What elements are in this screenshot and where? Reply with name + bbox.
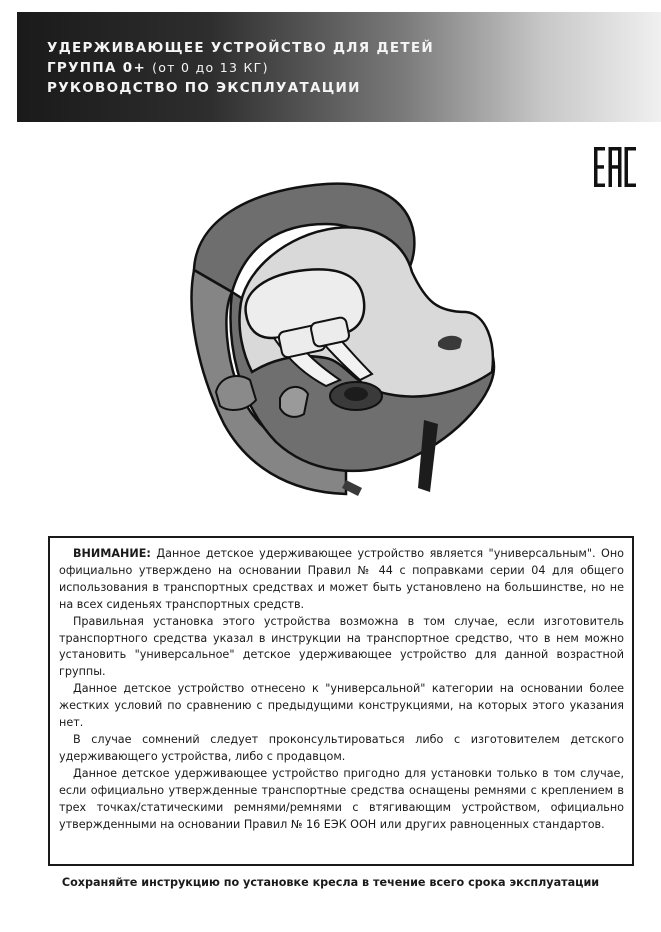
header-banner	[17, 12, 661, 122]
header-line-2	[47, 58, 434, 78]
eac-mark-icon	[594, 147, 636, 187]
weight-range: (от 0 до 13 КГ)	[152, 60, 269, 75]
header-line-3: РУКОВОДСТВО ПО ЭКСПЛУАТАЦИИ	[47, 80, 361, 96]
footer-note: Сохраняйте инструкцию по установке кресла в течение всего срока эксплуатации	[61, 876, 600, 889]
notice-paragraph-3: Данное детское устройство отнесено к "универсальной" категории на основании более жестких условий по сравнению с предыдущими конструкциями, на которых этого указания нет.	[59, 682, 624, 730]
notice-paragraph-1	[59, 546, 624, 614]
notice-paragraph-5: Данное детское удерживающее устройство пригодно для установки только в том случае, если официально утвержденные транспортные средства оснащены ремнями с креплением в трех точках/статическими ремнями/ремнями с втягивающим устройством, официально утвержденными на основании Правил № 16 ЕЭК ООН или других равноценных стандартов.	[59, 766, 624, 831]
notice-paragraph-2: Правильная установка этого устройства возможна в том случае, если изготовитель транспортного средства указал в инструкции на транспортное средство, что в нем можно установить "универсальное" детское удерживающее устройство для данной возрастной группы.	[59, 614, 624, 679]
car-seat-illustration	[176, 162, 506, 512]
notice-paragraph-1-text: Данное детское удерживающее устройство является "универсальным". Оно официально утверждено на основании Правил № 44 с поправками серии 04 для общего использования в транспортных средствах и может быть установлено на большинстве, но не на всех сиденьях транспортных средств.	[59, 547, 624, 611]
warning-label: ВНИМАНИЕ:	[73, 547, 151, 560]
warning-notice	[48, 536, 634, 866]
header-title	[47, 38, 434, 98]
group-label: ГРУППА 0+	[47, 60, 153, 76]
notice-paragraph-4: В случае сомнений следует проконсультироваться либо с изготовителем детского удерживающего устройства, либо с продавцом.	[59, 732, 624, 763]
header-line-1: УДЕРЖИВАЮЩЕЕ УСТРОЙСТВО ДЛЯ ДЕТЕЙ	[47, 40, 434, 56]
